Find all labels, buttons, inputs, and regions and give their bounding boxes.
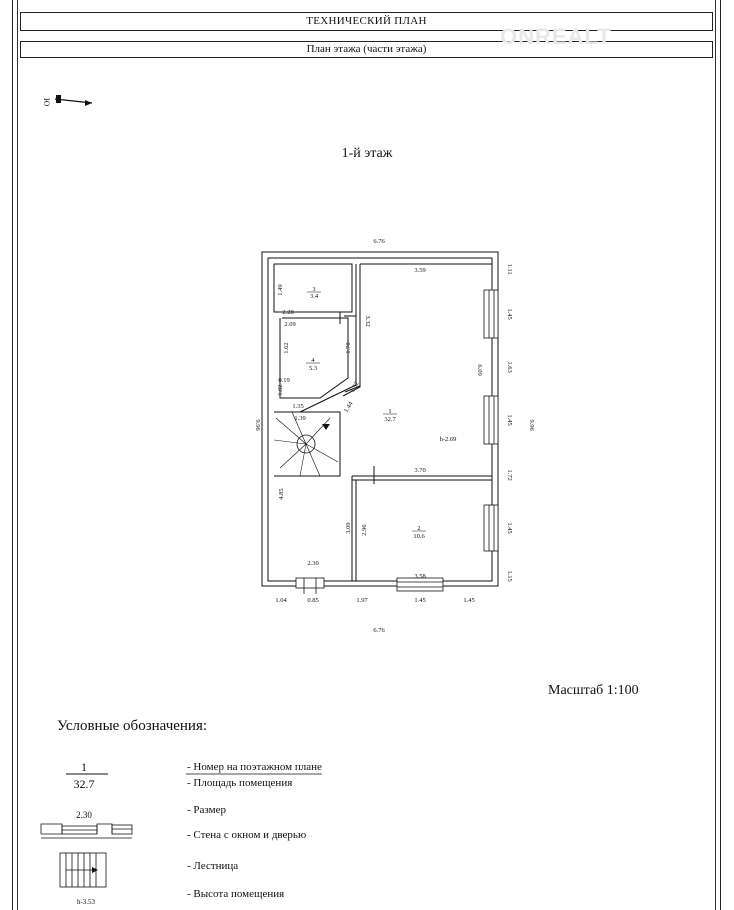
dim-room1-left: 3.32 (364, 315, 371, 327)
dim-stair-width: 1.39 (294, 415, 306, 422)
legend-sample-area: 32.7 (73, 777, 95, 791)
dim-bottom-total: 6.76 (373, 627, 385, 634)
legend-sample-height: h-3.53 (76, 898, 96, 906)
room-1-number: 1 (388, 408, 392, 415)
room-1-height: h-2.69 (439, 436, 457, 443)
dim-hall-width: 1.35 (292, 403, 304, 410)
legend-stair-icon (60, 853, 106, 887)
dim-right-4: 1.45 (506, 414, 513, 426)
legend-item-height: - Высота помещения (187, 888, 285, 900)
north-label: Ю (42, 98, 51, 107)
dim-right-3: 1.63 (506, 361, 513, 373)
dim-room2-bottom: 3.58 (414, 573, 426, 580)
legend-item-size: - Размер (187, 804, 226, 816)
dim-room4-diagonal: 1.32 (348, 380, 361, 394)
dim-room4-top: 2.09 (284, 321, 296, 328)
room-3-area: 3.4 (309, 293, 319, 300)
dim-room1-top: 3.59 (414, 267, 426, 274)
scale-label: Масштаб 1:100 (548, 683, 639, 698)
dim-room1-right: 6.09 (476, 364, 483, 376)
dim-room3-width: 2.28 (282, 309, 294, 316)
legend-title: Условные обозначения: (57, 718, 208, 734)
dim-room4-right: 1.70 (345, 342, 352, 354)
room-1-area: 32.7 (384, 416, 396, 423)
dim-right-7: 1.15 (506, 570, 513, 582)
room-4-area: 5.3 (308, 365, 318, 372)
watermark-logo: ONREALT (500, 24, 612, 49)
document-subtitle: План этажа (части этажа) (20, 41, 713, 58)
dim-room4-small1: 1.02 (277, 384, 284, 396)
dim-right-6: 1.45 (506, 522, 513, 534)
dim-room4-small2: 0.19 (278, 377, 290, 384)
dim-top-total: 6.76 (373, 238, 385, 245)
dim-left-total: 9.96 (254, 419, 261, 431)
dim-bottom-2: 0.85 (307, 597, 319, 604)
dim-room3-height: 1.49 (277, 284, 284, 296)
dim-right-total: 9.96 (528, 419, 535, 431)
dim-room4-left: 1.62 (283, 342, 290, 354)
room-4-number: 4 (311, 357, 315, 364)
dim-room2-left-inner: 2.96 (361, 524, 368, 536)
dim-room2-left-outer: 3.09 (345, 522, 352, 534)
dim-right-2: 1.45 (506, 308, 513, 320)
dim-bottom-3: 1.97 (356, 597, 368, 604)
dim-diagonal-2: 1.44 (342, 400, 355, 414)
dim-bottom-5: 1.45 (463, 597, 475, 604)
room-3-number: 3 (312, 286, 316, 293)
floor-title: 1-й этаж (341, 146, 393, 161)
document-title: ТЕХНИЧЕСКИЙ ПЛАН (20, 12, 713, 31)
north-arrow-icon (55, 95, 92, 106)
dim-room2-top: 3.70 (414, 467, 426, 474)
dim-bottom-4: 1.45 (414, 597, 426, 604)
dim-corridor-height: 4.85 (278, 488, 285, 500)
legend-sample-number: 1 (81, 760, 87, 774)
dim-bottom-1: 1.04 (275, 597, 287, 604)
room-2-area: 10.6 (413, 533, 425, 540)
dim-right-5: 1.72 (506, 469, 513, 481)
room-2-number: 2 (417, 525, 421, 532)
dim-corridor-width: 2.30 (307, 560, 319, 567)
legend-item-stairs: - Лестница (187, 860, 239, 872)
legend-item-wall: - Стена с окном и дверью (187, 829, 307, 841)
legend-item-area: - Площадь помещения (187, 777, 293, 789)
legend-sample-size: 2.30 (76, 810, 92, 820)
dim-right-1: 1.11 (506, 263, 513, 275)
legend-item-number: - Номер на поэтажном плане (187, 761, 322, 773)
